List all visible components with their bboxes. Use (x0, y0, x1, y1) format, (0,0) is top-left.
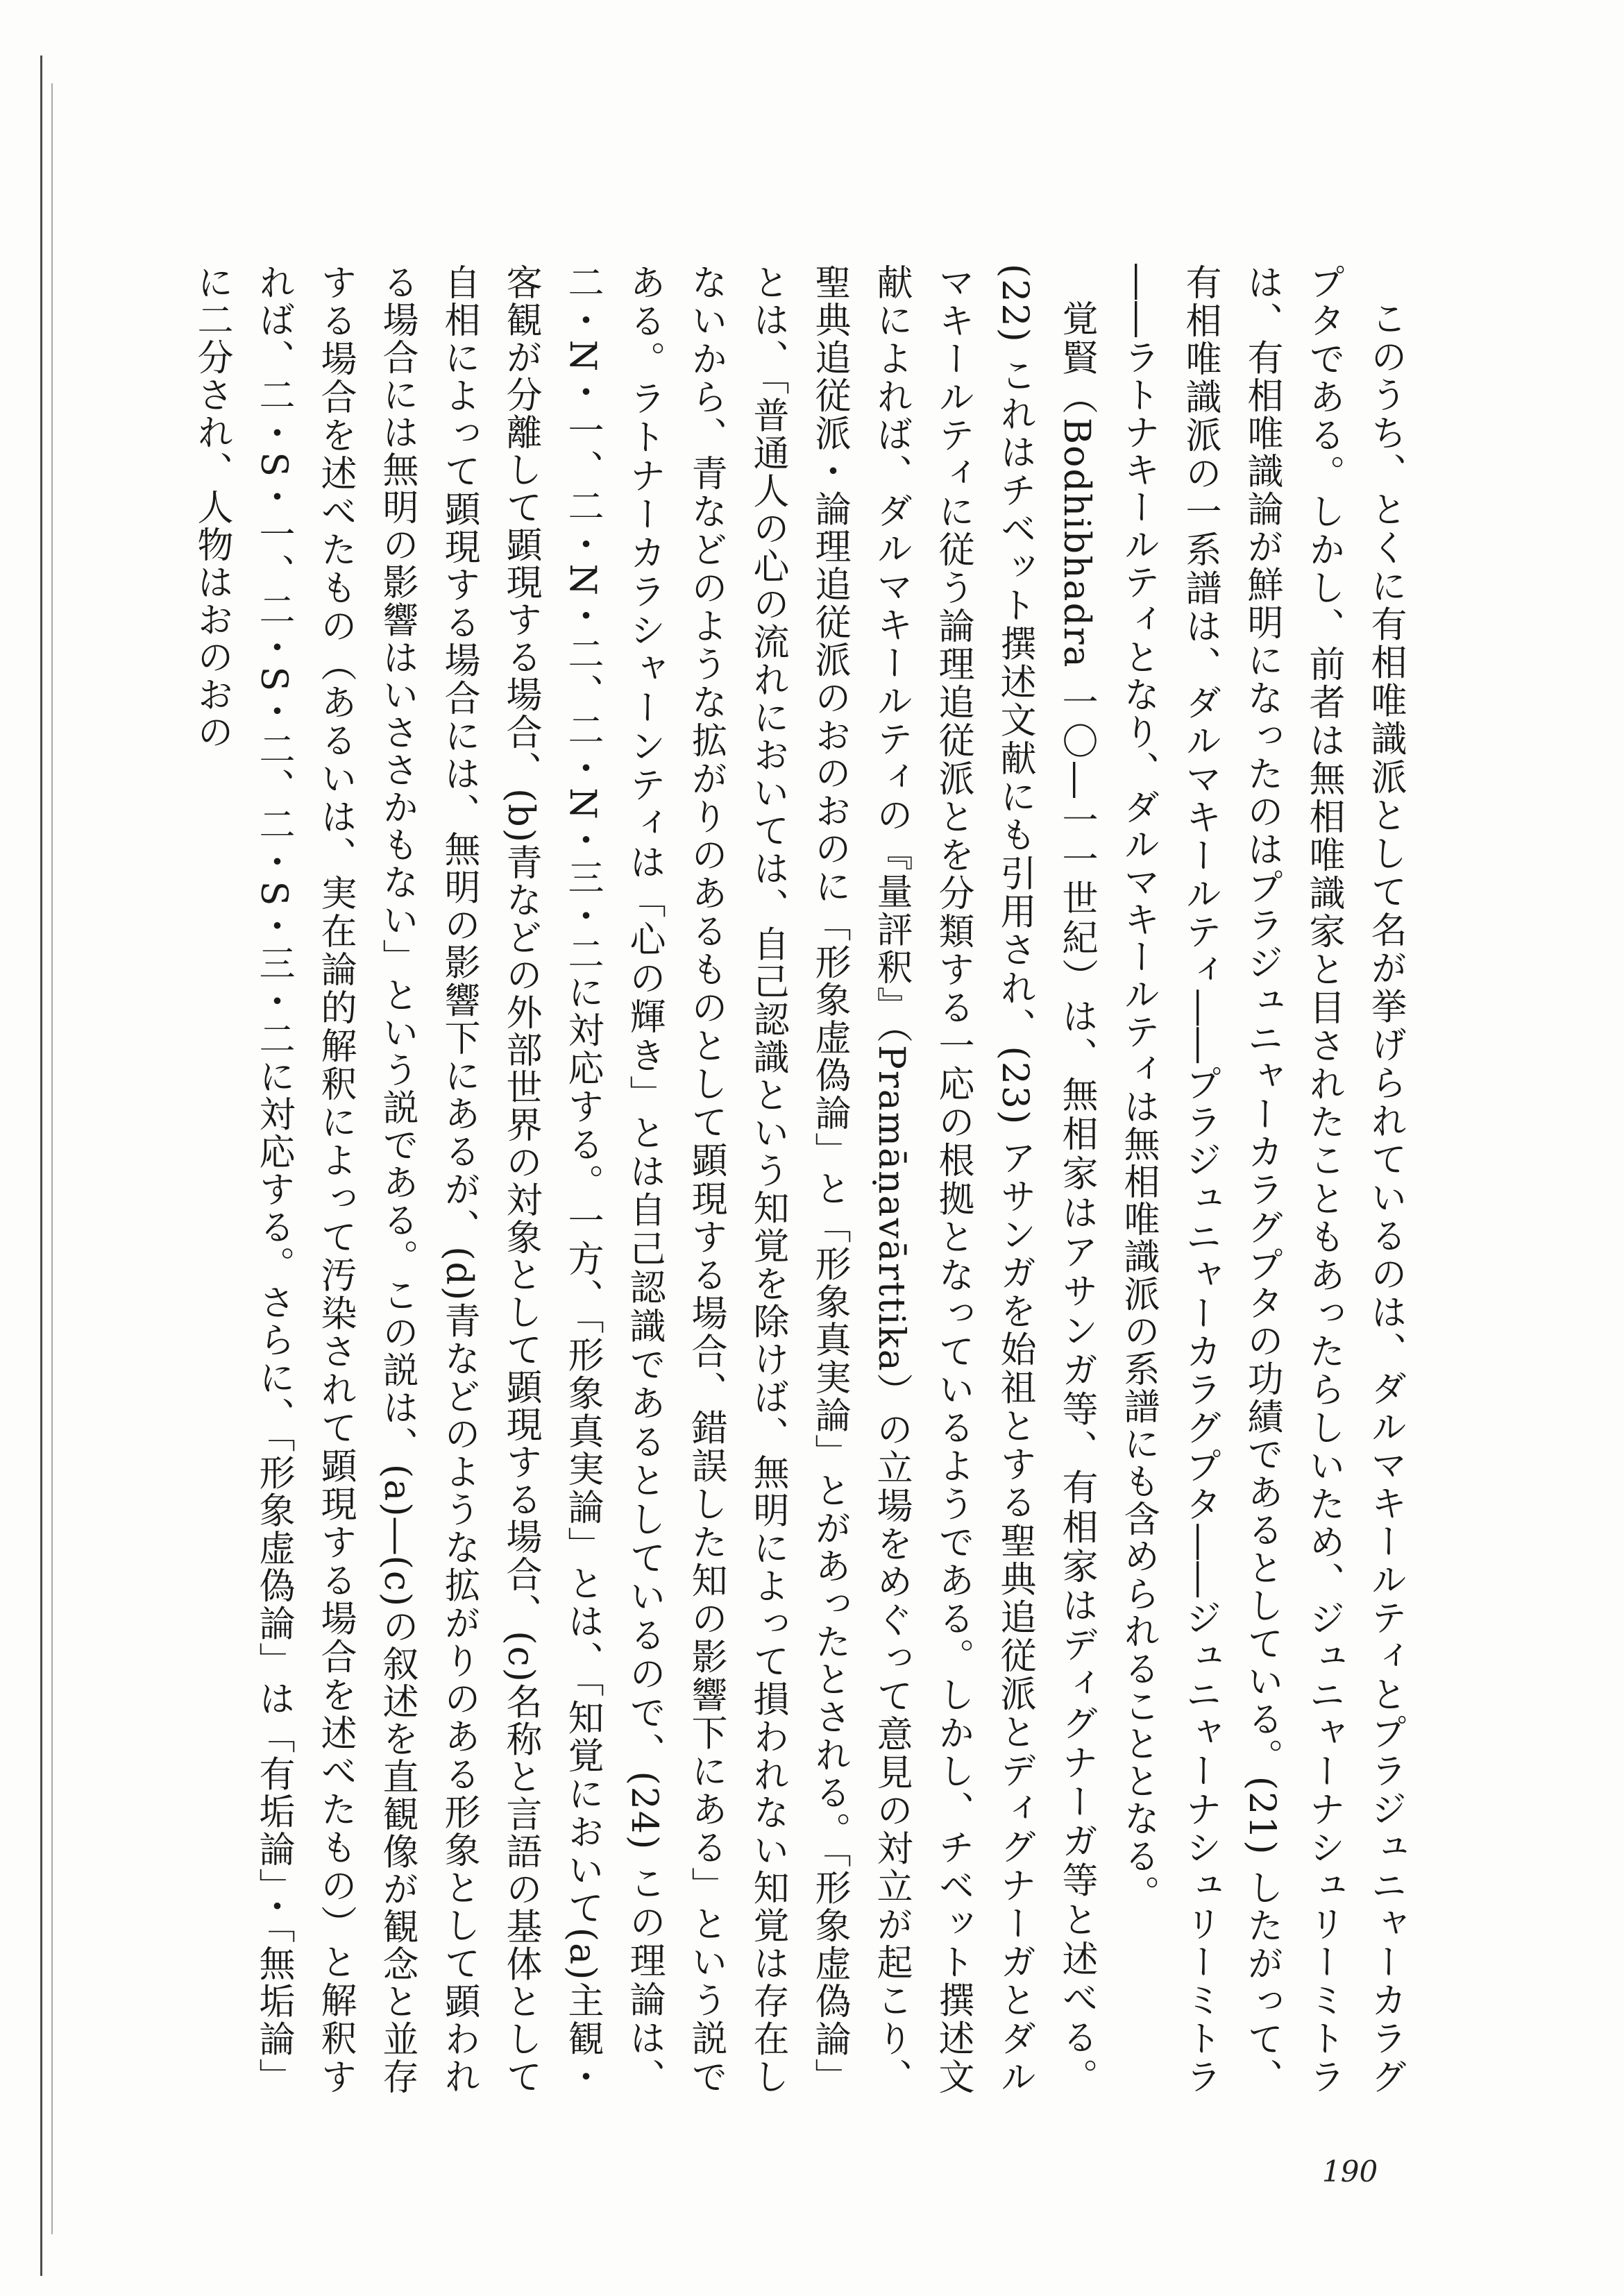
paragraph: このうち、とくに有相唯識派として名が挙げられているのは、ダルマキールティとプラジュニャーカラグプタである。しかし、前者は無相唯識家と目されたこともあったらしいため、ジュニャーナシュリーミトラは、有相唯識論が鮮明になったのはプラジュニャーカラグプタの功績であるとしている。(21) したがって、有相唯識派の一系譜は、ダルマキールティ――プラジュニャーカラグプタ――ジュニャーナシュリーミトラ――ラトナキールティとなり、ダルマキールティは無相唯識派の系譜にも含められることとなる。 (1117, 264, 1406, 2095)
page-number: 190 (1322, 2154, 1378, 2188)
binding-edge-shadow (51, 83, 53, 2234)
paragraph: 覚賢（Bodhibhadra 一〇―一一世紀）は、無相家はアサンガ等、有相家はディグナーガ等と述べる。(22) これはチベット撰述文献にも引用され、(23) アサンガを始祖とする聖典追従派とディグナーガとダルマキールティに従う論理追従派とを分類する一応の根拠となっているようである。しかし、チベット撰述文献によれば、ダルマキールティの『量評釈』（Pramāṇavārttika）の立場をめぐって意見の対立が起こり、聖典追従派・論理追従派のおのおのに「形象虚偽論」と「形象真実論」とがあったとされる。「形象虚偽論」とは、「普通人の心の流れにおいては、自己認識という知覚を除けば、無明によって損われない知覚は存在しないから、青などのような拡がりのあるものとして顕現する場合、錯誤した知の影響下にある」という説である。ラトナーカラシャーンティは「心の輝き」とは自己認識であるとしているので、(24) この理論は、二・N・一、二・N・二、二・N・三・二に対応する。一方、「形象真実論」とは、「知覚において(a)主観・客観が分離して顕現する場合、(b)青などの外部世界の対象として顕現する場合、(c)名称と言語の基体として自相によって顕現する場合には、無明の影響下にあるが、(d)青などのような拡がりのある形象として顕われる場合には無明の影響はいささかもない」という説である。この説は、(a)―(c)の叙述を直観像が観念と並存する場合を述べたもの（あるいは、実在論的解釈によって汚染されて顕現する場合を述べたもの）と解釈すれば、二・S・一、二・S・二、二・S・三・二に対応する。さらに、「形象虚偽論」は「有垢論」・「無垢論」に二分され、人物はおのおの (191, 264, 1097, 2095)
binding-edge-line (40, 56, 42, 2276)
vertical-text-body (180, 264, 1416, 2095)
